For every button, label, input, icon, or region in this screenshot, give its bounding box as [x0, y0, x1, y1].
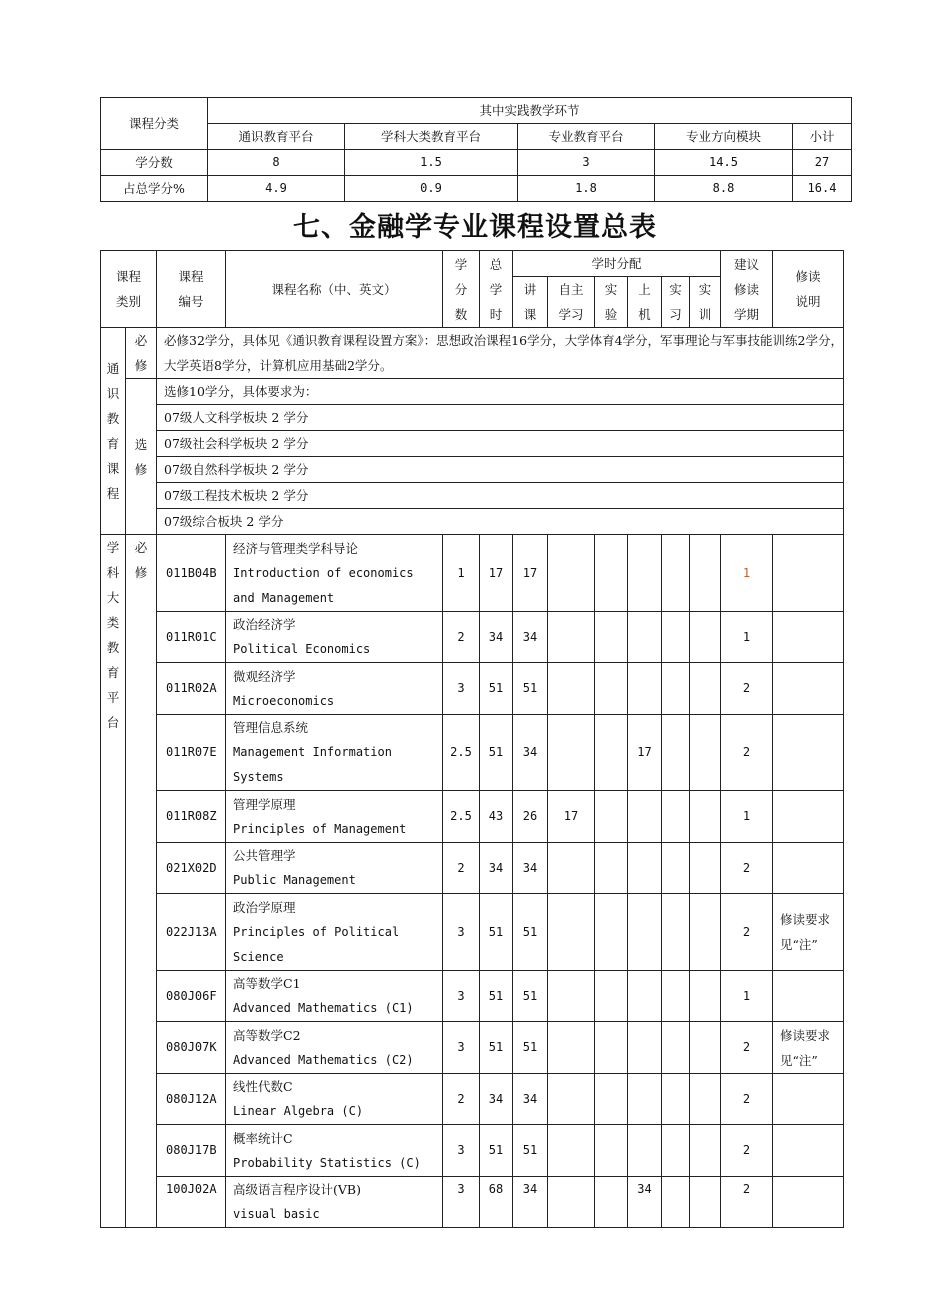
percent-value: 8.8 — [655, 176, 793, 202]
label-char: 修 — [134, 565, 148, 580]
course-train — [690, 535, 721, 612]
header-lecture-line: 讲 — [523, 282, 537, 297]
course-note: 修读要求见“注” — [773, 1022, 844, 1074]
course-row — [101, 971, 844, 1022]
header-row — [101, 251, 844, 277]
course-lecture: 17 — [513, 535, 548, 612]
course-machine — [628, 663, 662, 715]
course-self — [548, 612, 595, 663]
course-name — [226, 1125, 443, 1177]
header-note-line: 修读 — [795, 269, 821, 284]
course-name-cn: 政治学原理 — [233, 899, 296, 915]
course-name-en: Principles of Management — [233, 821, 407, 836]
course-lecture: 51 — [513, 894, 548, 971]
course-self — [548, 1177, 595, 1228]
course-hours: 34 — [480, 612, 513, 663]
header-term-line: 学期 — [734, 306, 760, 322]
course-exp — [595, 1022, 628, 1074]
group-char: 大 — [106, 590, 120, 605]
header-category-line: 课程 — [116, 269, 142, 284]
course-self — [548, 1022, 595, 1074]
header-category-line: 类别 — [116, 294, 142, 309]
course-name-cn: 概率统计C — [233, 1130, 293, 1146]
elective-text: 07级综合板块 2 学分 — [157, 509, 844, 535]
course-intern — [662, 663, 690, 715]
group-char: 教 — [106, 640, 120, 655]
group-char: 科 — [106, 565, 120, 580]
course-row — [101, 1074, 844, 1125]
course-code: 011R01C — [157, 612, 226, 663]
header-category — [101, 251, 157, 328]
percent-label: 占总学分% — [101, 176, 208, 202]
col-header: 通识教育平台 — [208, 124, 345, 150]
group-char: 台 — [106, 715, 120, 730]
course-train — [690, 1125, 721, 1177]
group-char: 课 — [106, 461, 120, 476]
elective-text: 07级人文科学板块 2 学分 — [157, 405, 844, 431]
course-term: 2 — [721, 894, 773, 971]
course-code: 080J17B — [157, 1125, 226, 1177]
col-header: 学科大类教育平台 — [345, 124, 518, 150]
percent-value: 16.4 — [793, 176, 852, 202]
course-credit: 3 — [443, 1177, 480, 1228]
header-term-line: 修读 — [734, 281, 760, 297]
course-name — [226, 1022, 443, 1074]
course-train — [690, 791, 721, 843]
general-elective-row — [101, 405, 844, 431]
course-credit: 1 — [443, 535, 480, 612]
practice-credit-summary-table — [100, 97, 852, 202]
course-hours: 17 — [480, 535, 513, 612]
course-credit: 3 — [443, 1125, 480, 1177]
header-lecture — [513, 277, 548, 328]
course-name-cn: 高级语言程序设计(VB) — [233, 1182, 361, 1197]
general-required-label — [126, 328, 157, 379]
group-char: 类 — [106, 615, 120, 630]
header-code-line: 课程 — [178, 269, 204, 284]
header-note-line: 说明 — [795, 294, 821, 309]
course-train — [690, 843, 721, 894]
header-code — [157, 251, 226, 328]
course-machine: 34 — [628, 1177, 662, 1228]
course-note: 修读要求见“注” — [773, 894, 844, 971]
course-intern — [662, 1177, 690, 1228]
header-train-line: 实 — [698, 282, 712, 297]
course-name — [226, 843, 443, 894]
header-exp-line: 实 — [604, 282, 618, 297]
course-intern — [662, 535, 690, 612]
header-self — [548, 277, 595, 328]
header-hours-line: 时 — [489, 306, 503, 322]
course-machine — [628, 535, 662, 612]
course-self: 17 — [548, 791, 595, 843]
course-credit: 3 — [443, 894, 480, 971]
course-train — [690, 715, 721, 791]
course-name — [226, 612, 443, 663]
course-train — [690, 612, 721, 663]
credit-value: 14.5 — [655, 150, 793, 176]
header-note — [773, 251, 844, 328]
course-exp — [595, 791, 628, 843]
course-name-cn: 微观经济学 — [233, 668, 296, 684]
header-machine-line: 机 — [638, 307, 651, 322]
course-name-cn: 高等数学C1 — [233, 976, 301, 991]
course-row — [101, 663, 844, 715]
label-char: 修 — [134, 461, 148, 477]
course-row — [101, 1022, 844, 1074]
section-title: 七、金融学专业课程设置总表 — [293, 212, 657, 243]
course-name-en: Principles of Political Science — [233, 924, 400, 964]
course-name — [226, 791, 443, 843]
header-intern-line: 习 — [669, 307, 682, 322]
header-machine — [628, 277, 662, 328]
label-char: 修 — [134, 358, 148, 373]
course-code: 011B04B — [157, 535, 226, 612]
course-row — [101, 715, 844, 791]
course-note — [773, 1177, 844, 1228]
course-machine — [628, 1125, 662, 1177]
discipline-group-label — [101, 535, 126, 1228]
credit-value: 3 — [518, 150, 655, 176]
course-machine — [628, 894, 662, 971]
general-elective-row — [101, 379, 844, 405]
course-exp — [595, 612, 628, 663]
col-header: 专业教育平台 — [518, 124, 655, 150]
elective-text: 选修10学分，具体要求为： — [157, 379, 844, 405]
header-train-line: 训 — [698, 307, 712, 322]
course-self — [548, 663, 595, 715]
group-char: 识 — [106, 386, 120, 401]
course-term: 1 — [721, 791, 773, 843]
course-lecture: 34 — [513, 843, 548, 894]
header-hours-line: 学 — [489, 281, 503, 297]
header-lecture-line: 课 — [523, 307, 537, 322]
course-name-en: Linear Algebra (C) — [233, 1104, 364, 1118]
course-credit: 2 — [443, 843, 480, 894]
course-exp — [595, 971, 628, 1022]
course-intern — [662, 843, 690, 894]
course-name-en: Introduction of economics and Management — [233, 565, 414, 605]
percent-value: 0.9 — [345, 176, 518, 202]
course-name-cn: 经济与管理类学科导论 — [233, 540, 359, 556]
course-intern — [662, 612, 690, 663]
course-exp — [595, 843, 628, 894]
course-machine — [628, 843, 662, 894]
header-term-line: 建议 — [734, 256, 760, 272]
course-name — [226, 1177, 443, 1228]
course-note — [773, 1125, 844, 1177]
course-name-cn: 管理学原理 — [233, 796, 296, 812]
course-note — [773, 791, 844, 843]
course-code: 022J13A — [157, 894, 226, 971]
course-name — [226, 715, 443, 791]
course-term: 2 — [721, 843, 773, 894]
course-code: 080J07K — [157, 1022, 226, 1074]
course-code: 011R07E — [157, 715, 226, 791]
course-exp — [595, 894, 628, 971]
elective-text: 07级社会科学板块 2 学分 — [157, 431, 844, 457]
course-name — [226, 971, 443, 1022]
course-self — [548, 715, 595, 791]
course-name — [226, 663, 443, 715]
course-name-en: visual basic — [233, 1207, 320, 1221]
course-row — [101, 1177, 844, 1228]
course-term: 1 — [721, 535, 773, 612]
course-name-en: Public Management — [233, 873, 356, 887]
general-elective-row — [101, 431, 844, 457]
course-intern — [662, 894, 690, 971]
header-dist: 学时分配 — [513, 251, 721, 277]
course-term: 2 — [721, 715, 773, 791]
header-term — [721, 251, 773, 328]
course-term: 1 — [721, 971, 773, 1022]
group-char: 教 — [106, 411, 120, 426]
header-code-line: 编号 — [178, 294, 204, 309]
label-char: 必 — [134, 333, 148, 348]
col-header: 专业方向模块 — [655, 124, 793, 150]
course-lecture: 51 — [513, 1022, 548, 1074]
practice-header: 其中实践教学环节 — [208, 98, 852, 124]
credit-value: 8 — [208, 150, 345, 176]
course-name-cn: 管理信息系统 — [233, 720, 309, 735]
course-hours: 51 — [480, 1022, 513, 1074]
course-table — [100, 250, 844, 1228]
group-char: 通 — [106, 361, 120, 376]
course-note — [773, 1074, 844, 1125]
discipline-required-label — [126, 535, 157, 1228]
course-lecture: 34 — [513, 1177, 548, 1228]
course-term: 2 — [721, 663, 773, 715]
course-self — [548, 971, 595, 1022]
header-credit — [443, 251, 480, 328]
course-intern — [662, 791, 690, 843]
col-header: 小计 — [793, 124, 852, 150]
course-lecture: 34 — [513, 715, 548, 791]
course-name — [226, 894, 443, 971]
header-train — [690, 277, 721, 328]
percent-value: 1.8 — [518, 176, 655, 202]
course-exp — [595, 1074, 628, 1125]
course-name — [226, 535, 443, 612]
course-row — [101, 612, 844, 663]
group-char: 育 — [106, 665, 120, 680]
course-train — [690, 971, 721, 1022]
course-name-cn: 线性代数C — [233, 1079, 293, 1094]
course-row — [101, 894, 844, 971]
header-credit-line: 数 — [454, 306, 468, 322]
course-term: 1 — [721, 612, 773, 663]
course-lecture: 34 — [513, 612, 548, 663]
general-required-row — [101, 328, 844, 379]
course-exp — [595, 715, 628, 791]
course-name — [226, 1074, 443, 1125]
course-credit: 3 — [443, 1022, 480, 1074]
course-intern — [662, 1125, 690, 1177]
course-intern — [662, 1022, 690, 1074]
course-code: 011R08Z — [157, 791, 226, 843]
group-char: 育 — [106, 436, 120, 451]
group-char: 平 — [106, 690, 120, 705]
course-exp — [595, 1125, 628, 1177]
header-exp-line: 验 — [604, 307, 618, 322]
course-self — [548, 843, 595, 894]
credit-value: 27 — [793, 150, 852, 176]
course-hours: 51 — [480, 715, 513, 791]
general-required-text: 必修32学分，具体见《通识教育课程设置方案》：思想政治课程16学分，大学体育4学分，军事理论与军事技能训练2学分，大学英语8学分，计算机应用基础2学分。 — [157, 328, 844, 379]
course-name-en: Advanced Mathematics (C2) — [233, 1052, 414, 1067]
course-exp — [595, 1177, 628, 1228]
course-self — [548, 894, 595, 971]
course-machine — [628, 1022, 662, 1074]
course-name-cn: 公共管理学 — [233, 848, 296, 863]
course-hours: 51 — [480, 894, 513, 971]
course-train — [690, 894, 721, 971]
course-credit: 3 — [443, 971, 480, 1022]
course-row — [101, 535, 844, 612]
course-machine — [628, 791, 662, 843]
course-code: 100J02A — [157, 1177, 226, 1228]
course-exp — [595, 535, 628, 612]
header-credit-line: 分 — [454, 281, 468, 297]
course-name-en: Probability Statistics (C) — [233, 1155, 421, 1170]
general-group-label — [101, 328, 126, 535]
course-train — [690, 1177, 721, 1228]
header-hours-line: 总 — [489, 256, 503, 272]
course-intern — [662, 971, 690, 1022]
course-credit: 2 — [443, 1074, 480, 1125]
course-exp — [595, 663, 628, 715]
course-lecture: 51 — [513, 971, 548, 1022]
course-lecture: 34 — [513, 1074, 548, 1125]
course-machine — [628, 971, 662, 1022]
label-char: 必 — [134, 540, 148, 555]
course-credit: 3 — [443, 663, 480, 715]
header-machine-line: 上 — [638, 282, 651, 297]
course-note — [773, 535, 844, 612]
course-credit: 2.5 — [443, 715, 480, 791]
course-term: 2 — [721, 1022, 773, 1074]
category-label: 课程分类 — [101, 98, 208, 150]
course-hours: 34 — [480, 1074, 513, 1125]
header-name: 课程名称（中、英文） — [226, 251, 443, 328]
course-credit: 2 — [443, 612, 480, 663]
course-note — [773, 663, 844, 715]
course-term: 2 — [721, 1125, 773, 1177]
general-elective-label — [126, 379, 157, 535]
course-name-en: Political Economics — [233, 642, 371, 656]
general-elective-row — [101, 483, 844, 509]
course-self — [548, 535, 595, 612]
course-code: 011R02A — [157, 663, 226, 715]
course-intern — [662, 715, 690, 791]
course-lecture: 26 — [513, 791, 548, 843]
elective-text: 07级自然科学板块 2 学分 — [157, 457, 844, 483]
course-train — [690, 1022, 721, 1074]
header-intern-line: 实 — [669, 282, 682, 297]
elective-text: 07级工程技术板块 2 学分 — [157, 483, 844, 509]
course-lecture: 51 — [513, 1125, 548, 1177]
percent-value: 4.9 — [208, 176, 345, 202]
course-note — [773, 715, 844, 791]
credits-label: 学分数 — [101, 150, 208, 176]
course-code: 080J06F — [157, 971, 226, 1022]
group-char: 学 — [106, 540, 120, 555]
course-hours: 68 — [480, 1177, 513, 1228]
course-train — [690, 1074, 721, 1125]
header-credit-line: 学 — [454, 256, 468, 272]
header-hours — [480, 251, 513, 328]
course-name-cn: 高等数学C2 — [233, 1027, 301, 1043]
header-intern — [662, 277, 690, 328]
header-self-line: 自主 — [558, 282, 584, 297]
course-name-en: Management Information Systems — [233, 745, 392, 784]
course-self — [548, 1125, 595, 1177]
course-hours: 34 — [480, 843, 513, 894]
course-name-cn: 政治经济学 — [233, 617, 296, 632]
course-note — [773, 971, 844, 1022]
course-hours: 51 — [480, 1125, 513, 1177]
general-elective-row — [101, 509, 844, 535]
course-credit: 2.5 — [443, 791, 480, 843]
course-lecture: 51 — [513, 663, 548, 715]
course-self — [548, 1074, 595, 1125]
course-row — [101, 791, 844, 843]
course-row — [101, 1125, 844, 1177]
course-note — [773, 843, 844, 894]
course-name-en: Advanced Mathematics (C1) — [233, 1001, 414, 1015]
course-note — [773, 612, 844, 663]
course-hours: 43 — [480, 791, 513, 843]
header-self-line: 学习 — [558, 307, 584, 322]
course-name-en: Microeconomics — [233, 693, 335, 708]
credit-value: 1.5 — [345, 150, 518, 176]
course-hours: 51 — [480, 971, 513, 1022]
course-hours: 51 — [480, 663, 513, 715]
course-row — [101, 843, 844, 894]
header-exp — [595, 277, 628, 328]
course-term: 2 — [721, 1177, 773, 1228]
course-machine: 17 — [628, 715, 662, 791]
course-code: 080J12A — [157, 1074, 226, 1125]
course-train — [690, 663, 721, 715]
course-machine — [628, 612, 662, 663]
course-machine — [628, 1074, 662, 1125]
label-char: 选 — [134, 436, 148, 452]
general-elective-row — [101, 457, 844, 483]
course-intern — [662, 1074, 690, 1125]
course-term: 2 — [721, 1074, 773, 1125]
group-char: 程 — [106, 486, 120, 501]
course-code: 021X02D — [157, 843, 226, 894]
